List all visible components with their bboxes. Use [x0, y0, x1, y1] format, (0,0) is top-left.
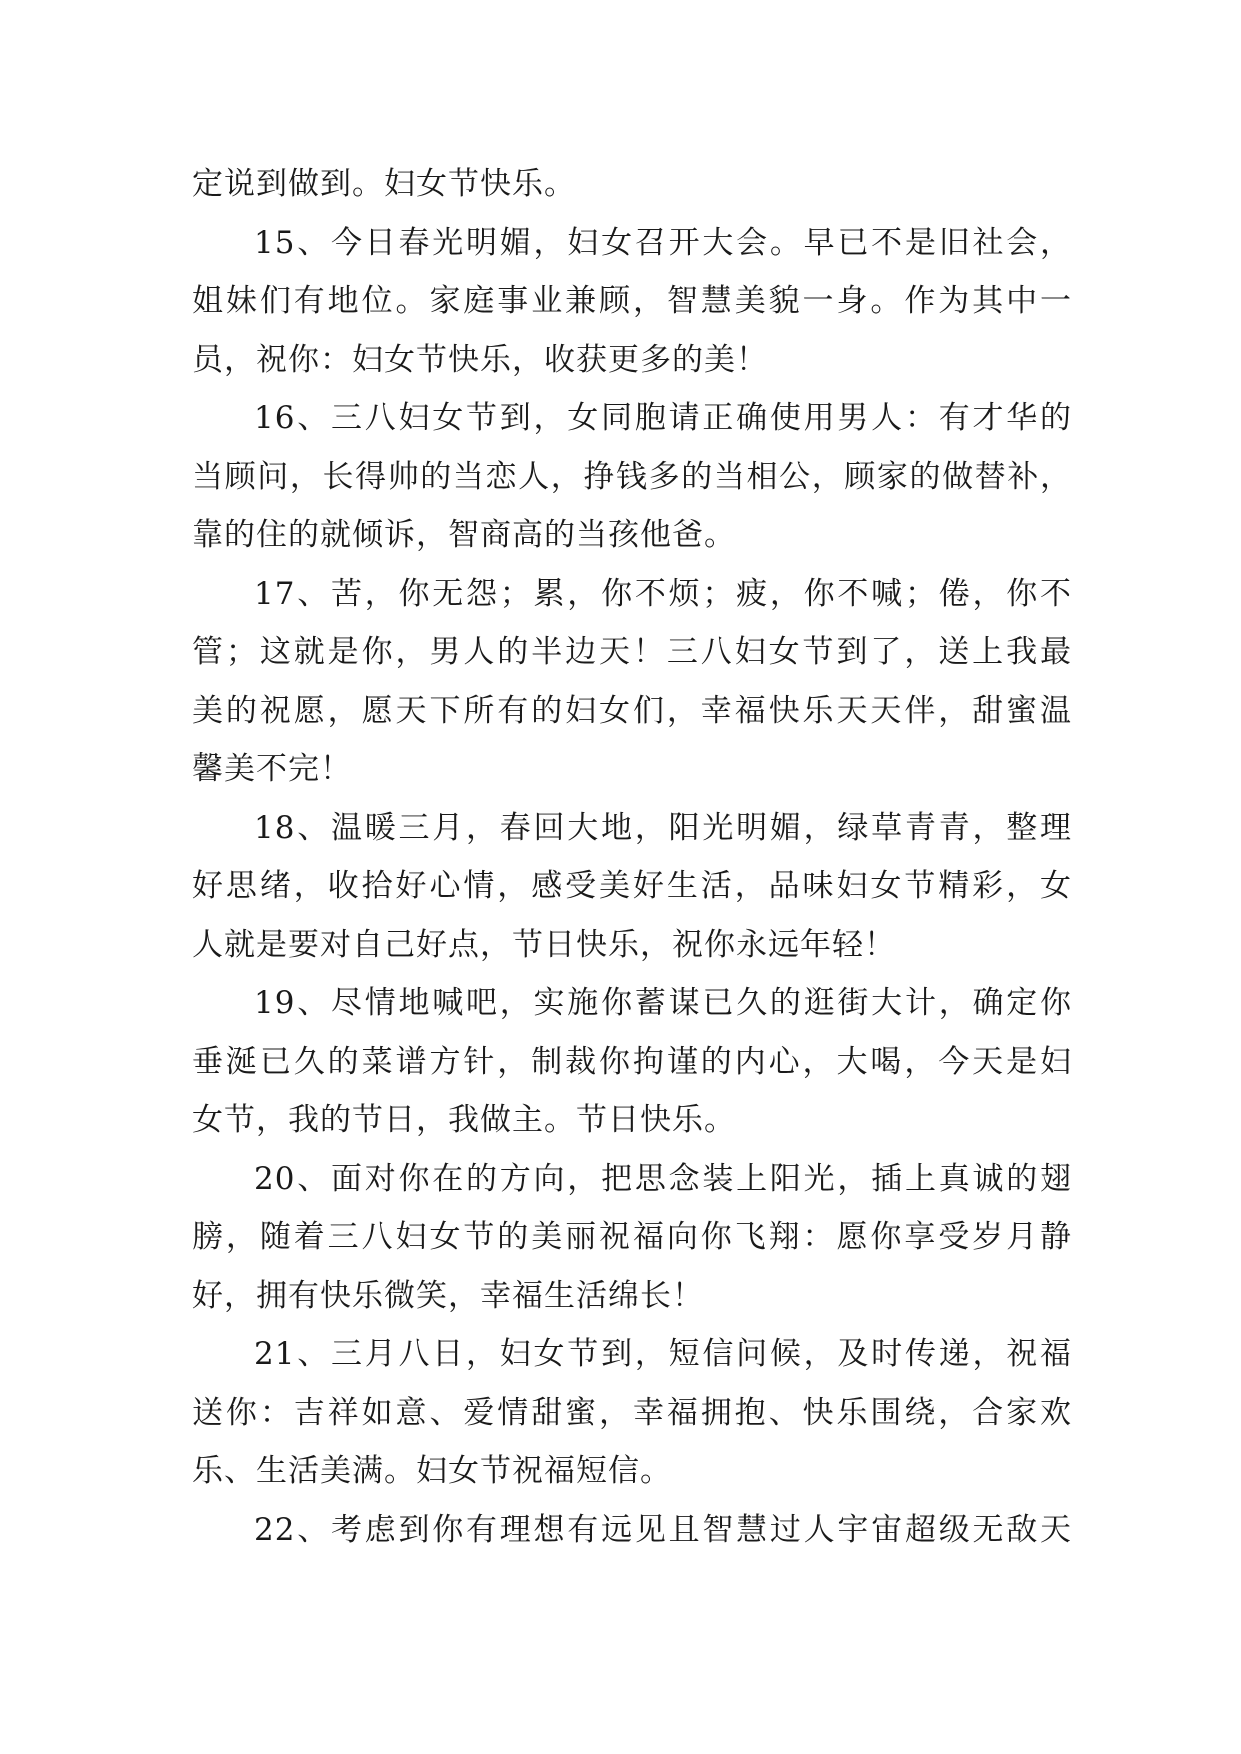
document-body	[192, 155, 1072, 1559]
paragraph-15-line: 15、今日春光明媚，妇女召开大会。早已不是旧社会，	[254, 224, 1072, 261]
text-line: 定说到做到。妇女节快乐。	[192, 166, 576, 202]
text-line: 美的祝愿，愿天下所有的妇女们，幸福快乐天天伴，甜蜜温	[192, 692, 1072, 729]
text-line: 膀，随着三八妇女节的美丽祝福向你飞翔：愿你享受岁月静	[192, 1219, 1072, 1255]
text-line: 垂涎已久的菜谱方针，制裁你拘谨的内心，大喝，今天是妇	[192, 1043, 1072, 1080]
text-line: 女节，我的节日，我做主。节日快乐。	[192, 1102, 736, 1138]
paragraph-21-line: 21、三月八日，妇女节到，短信问候，及时传递，祝福	[254, 1336, 1072, 1372]
paragraph-20-line: 20、面对你在的方向，把思念装上阳光，插上真诚的翅	[254, 1160, 1072, 1197]
text-line: 当顾问，长得帅的当恋人，挣钱多的当相公，顾家的做替补，	[192, 458, 1072, 495]
text-line: 管；这就是你，男人的半边天！三八妇女节到了，送上我最	[192, 634, 1072, 670]
text-line: 姐妹们有地位。家庭事业兼顾，智慧美貌一身。作为其中一	[192, 283, 1072, 319]
text-line: 送你：吉祥如意、爱情甜蜜，幸福拥抱、快乐围绕，合家欢	[192, 1394, 1072, 1431]
text-line: 好思绪，收拾好心情，感受美好生活，品味妇女节精彩，女	[192, 868, 1072, 904]
paragraph-19-line: 19、尽情地喊吧，实施你蓄谋已久的逛街大计，确定你	[254, 985, 1072, 1021]
text-line: 乐、生活美满。妇女节祝福短信。	[192, 1453, 672, 1489]
text-line: 靠的住的就倾诉，智商高的当孩他爸。	[192, 517, 736, 553]
text-line: 员，祝你：妇女节快乐，收获更多的美！	[192, 341, 768, 378]
paragraph-22-line: 22、考虑到你有理想有远见且智慧过人宇宙超级无敌天	[254, 1511, 1072, 1548]
paragraph-16-line: 16、三八妇女节到，女同胞请正确使用男人：有才华的	[254, 400, 1072, 436]
paragraph-18-line: 18、温暖三月，春回大地，阳光明媚，绿草青青，整理	[254, 809, 1072, 846]
text-line: 好，拥有快乐微笑，幸福生活绵长！	[192, 1277, 704, 1314]
paragraph-17-line: 17、苦，你无怨；累，你不烦；疲，你不喊；倦，你不	[254, 575, 1072, 612]
text-line: 人就是要对自己好点，节日快乐，祝你永远年轻！	[192, 926, 896, 963]
text-line: 馨美不完！	[192, 751, 352, 787]
